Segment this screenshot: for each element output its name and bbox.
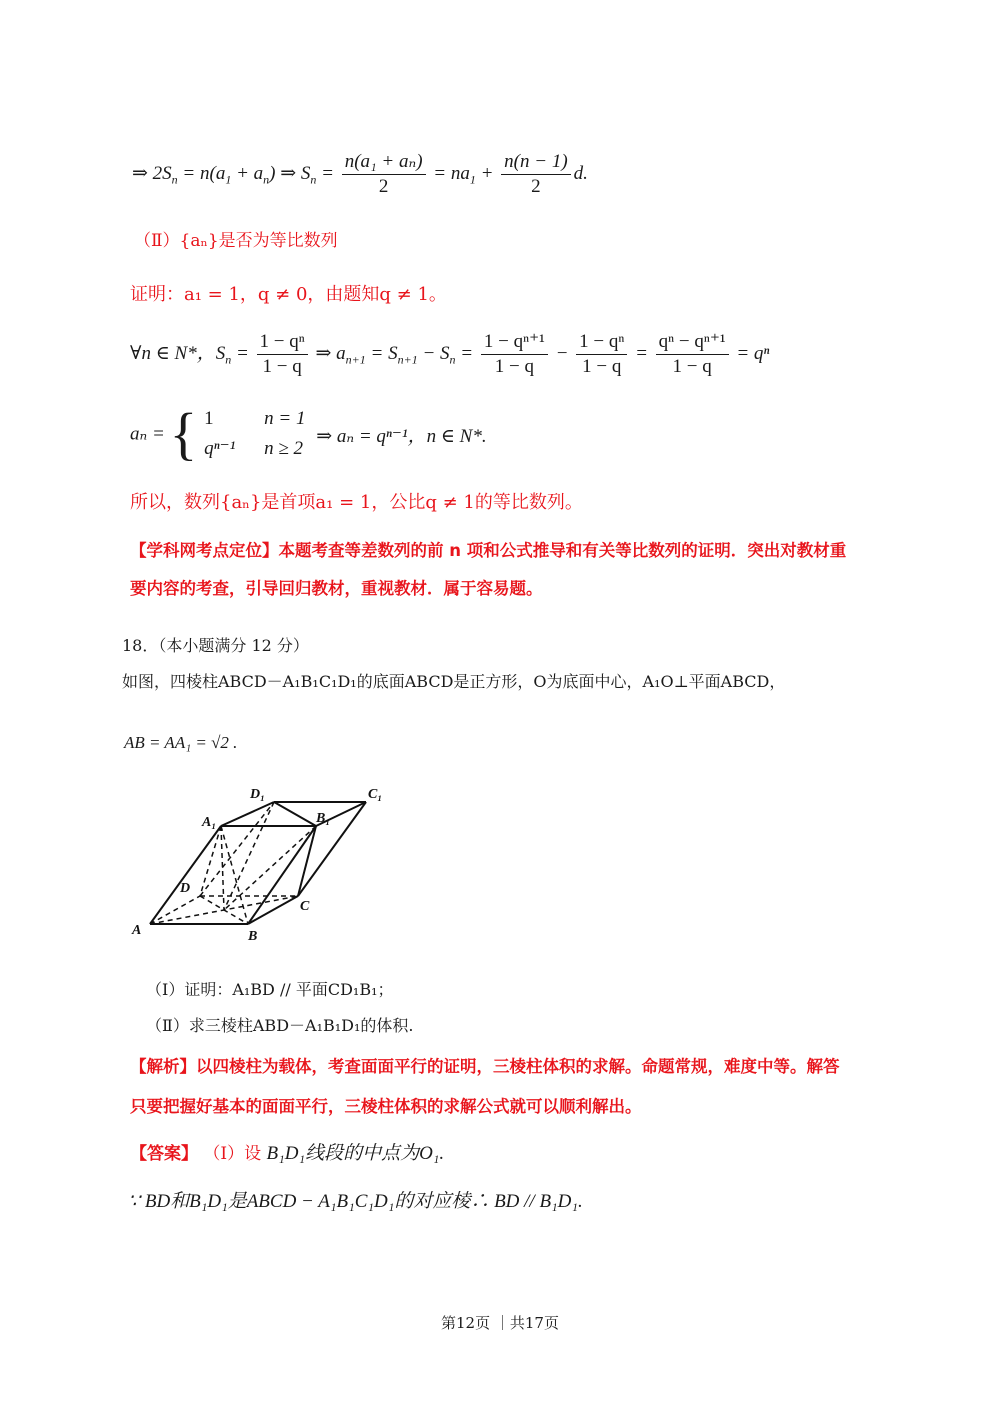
edge-B1O-hidden <box>224 826 316 910</box>
prism-figure <box>126 778 406 948</box>
answer-part: （Ⅰ）设 <box>203 1144 262 1164</box>
label-A: A <box>132 923 142 938</box>
answer-label: 【答案】 <box>130 1144 198 1164</box>
edge-D1O-hidden <box>224 802 274 910</box>
forall-line: ∀n ∈ N*，$S_n$ = $\frac{\text{1 − qⁿ}}{1 - q}$ ⇒ $a_{n+1} = S_{n+1} - S_n$ = $\frac{\text{1 − qⁿ⁺¹}}{1 - q}$ − $\frac{\text{1 − qⁿ}}{1 - q}$ = $\frac{\text{qⁿ − qⁿ⁺¹}}{1 - q}$ = qⁿ <box>130 331 770 377</box>
exam-note-line-1: 【学科网考点定位】本题考查等差数列的前 n 项和公式推导和有关等比数列的证明．突出对教材重 <box>130 541 847 560</box>
answer-text: B₁D₁线段的中点为O₁. <box>266 1143 445 1164</box>
question-18-part2: （Ⅱ）求三棱柱ABD－A₁B₁D₁的体积. <box>146 1016 414 1035</box>
fraction: $\frac{\text{n(a₁ + aₙ)}}{2}$ <box>342 150 426 199</box>
exam-note-line-2: 要内容的考查，引导回归教材，重视教材．属于容易题。 <box>130 579 543 598</box>
question-18-given: AB = AA₁ = √2 . <box>124 733 238 752</box>
edge-A1D1 <box>221 802 274 826</box>
analysis-line-1: 【解析】以四棱柱为载体，考查面面平行的证明，三棱柱体积的求解。命题常规，难度中等。解答 <box>130 1057 840 1076</box>
edge-BC <box>248 896 298 924</box>
question-18-part1: （Ⅰ）证明：A₁BD // 平面CD₁B₁； <box>146 980 394 999</box>
label-C1: C₁ <box>368 787 383 802</box>
page-footer: 第12页 ｜共17页 <box>441 1314 559 1332</box>
edge-CB1 <box>298 826 316 896</box>
edge-A1D-hidden <box>200 826 221 896</box>
fraction: $\frac{n(n - 1)}{2}$ <box>501 150 570 199</box>
question-18-title: 18．（本小题满分 12 分） <box>122 636 309 655</box>
because-line: ∵ BD和B₁D₁是ABCD − A₁B₁C₁D₁的对应棱∴ BD // B₁D₁. <box>128 1191 583 1212</box>
sum-formula-line: ⇒ $2S_n = n(a_1 + a_n)$ ⇒ $S_n$ = $\frac{\text{n(a₁ + aₙ)}}{2}$ = $na_1$ + $\frac{n(n - 1)}{2}$ d. <box>132 151 588 197</box>
edge-CC1 <box>298 802 366 896</box>
edge-AA1 <box>150 826 221 924</box>
part2-heading: （Ⅱ）{aₙ}是否为等比数列 <box>134 231 338 251</box>
label-D: D <box>180 881 191 896</box>
cases-line: aₙ = { 1 n = 1 qⁿ⁻¹ n ≥ 2 ⇒ aₙ = qⁿ⁻¹，n ∈ N*. <box>130 401 487 466</box>
edge-D1B1 <box>274 802 316 826</box>
proof-line: 证明：a₁ = 1，q ≠ 0，由题知q ≠ 1。 <box>130 284 447 305</box>
label-B1: B₁ <box>316 811 331 826</box>
conclusion-line: 所以，数列{aₙ}是首项a₁ = 1，公比q ≠ 1的等比数列。 <box>130 492 583 513</box>
answer-line <box>130 1138 444 1165</box>
label-B: B <box>248 929 258 944</box>
label-D1: D₁ <box>250 787 265 802</box>
analysis-line-2: 只要把握好基本的面面平行，三棱柱体积的求解公式就可以顺利解出。 <box>130 1097 642 1116</box>
label-C: C <box>300 899 310 914</box>
question-18-stem: 如图，四棱柱ABCD－A₁B₁C₁D₁的底面ABCD是正方形，O为底面中心，A₁O⊥平面ABCD， <box>122 672 786 691</box>
edge-AD-hidden <box>150 896 200 924</box>
label-A1: A₁ <box>202 815 217 830</box>
edge-A1O-hidden <box>221 826 224 910</box>
